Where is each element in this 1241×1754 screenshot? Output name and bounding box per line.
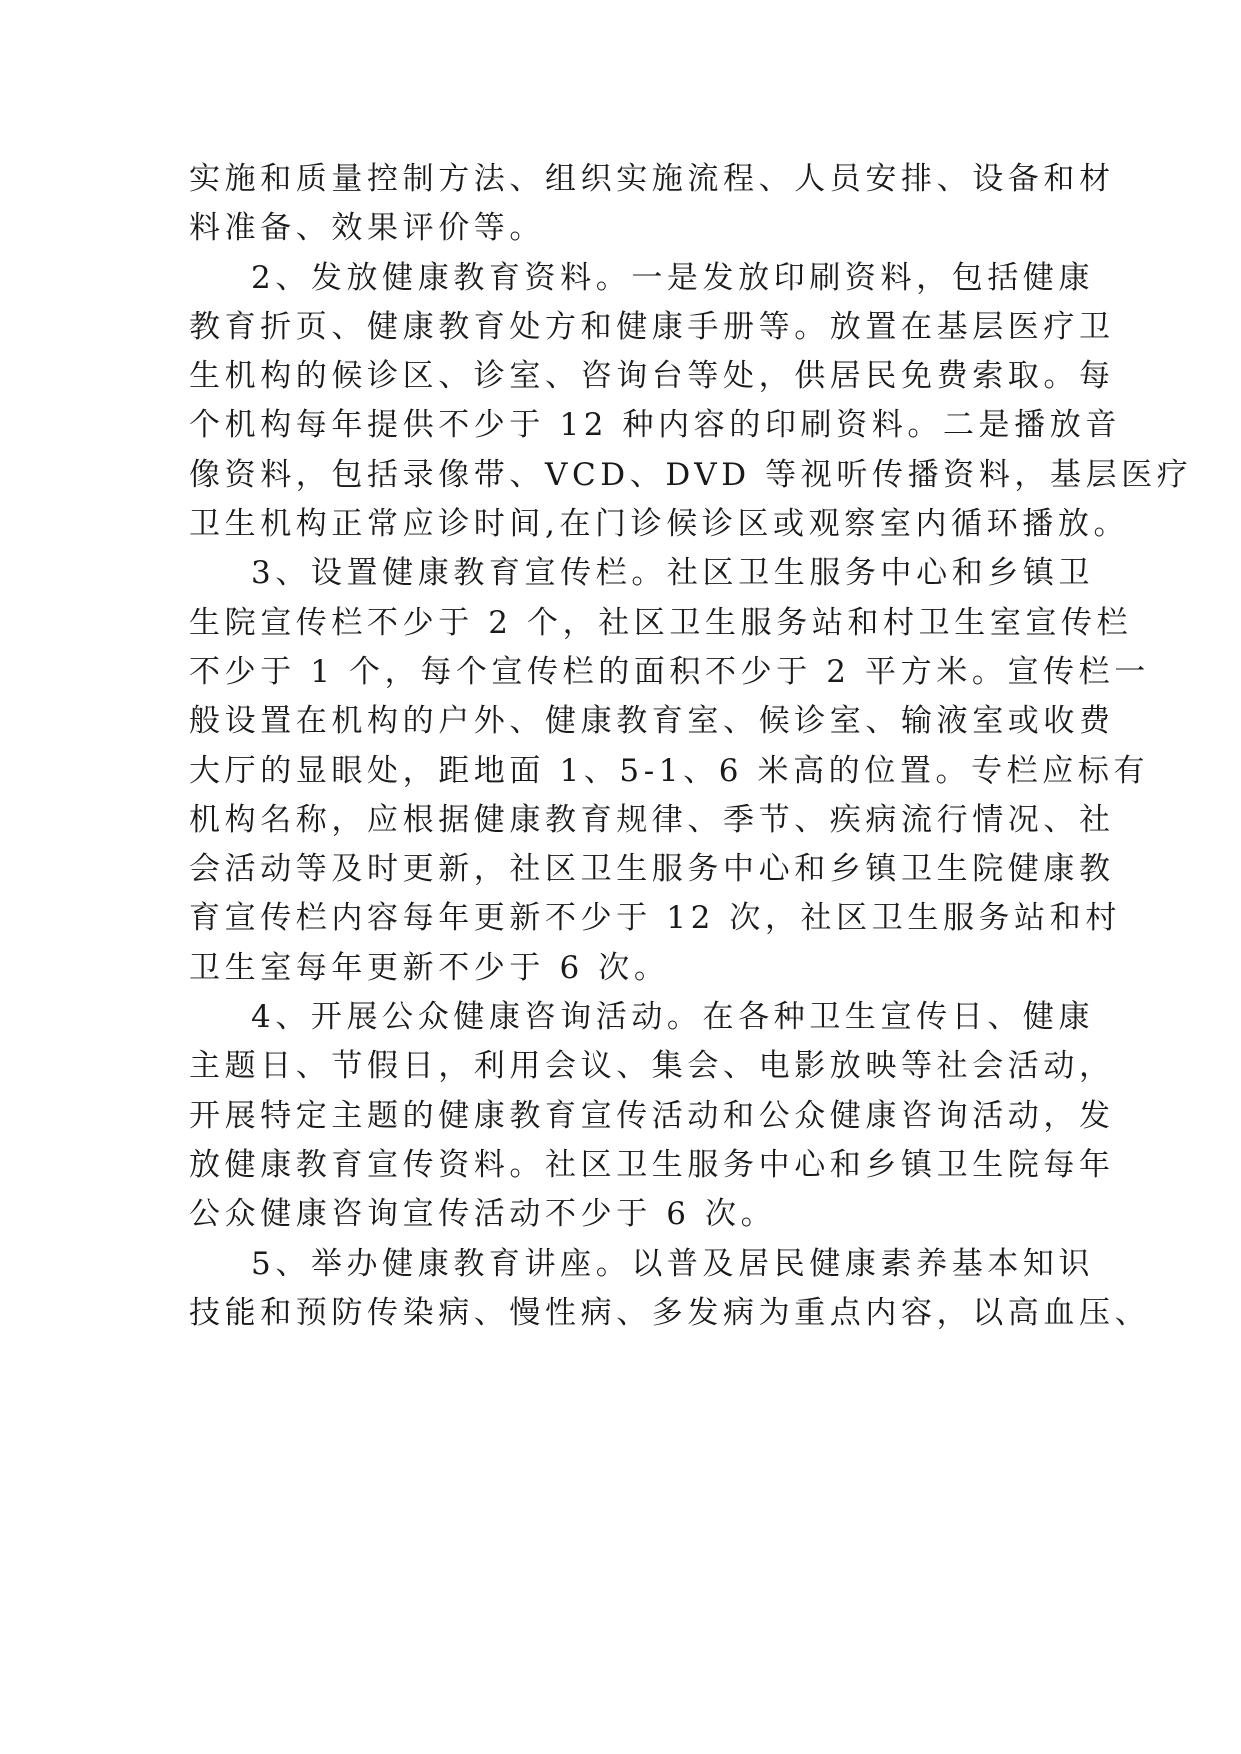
paragraph-continuation (189, 155, 1115, 254)
text-line: 主题日、节假日，利用会议、集会、电影放映等社会活动， (189, 1048, 1115, 1085)
text-line: 教育折页、健康教育处方和健康手册等。放置在基层医疗卫 (189, 308, 1115, 345)
text-line: 2、发放健康教育资料。一是发放印刷资料，包括健康 (251, 259, 1095, 296)
text-line: 5、举办健康教育讲座。以普及居民健康素养基本知识 (251, 1245, 1095, 1282)
text-line: 像资料，包括录像带、VCD、DVD 等视听传播资料，基层医疗 (189, 456, 1193, 493)
text-line: 个机构每年提供不少于 12 种内容的印刷资料。二是播放音 (189, 407, 1121, 444)
document-body (189, 155, 1193, 1338)
paragraph-item-5 (189, 1240, 1151, 1339)
text-line: 育宣传栏内容每年更新不少于 12 次，社区卫生服务站和村 (189, 900, 1121, 937)
text-line: 大厅的显眼处，距地面 1、5-1、6 米高的位置。专栏应标有 (189, 752, 1150, 789)
paragraph-item-2 (189, 254, 1193, 550)
text-line: 4、开展公众健康咨询活动。在各种卫生宣传日、健康 (251, 999, 1095, 1036)
text-line: 实施和质量控制方法、组织实施流程、人员安排、设备和材 (189, 161, 1115, 197)
text-line: 卫生机构正常应诊时间,在门诊候诊区或观察室内循环播放。 (189, 506, 1130, 543)
text-line: 开展特定主题的健康教育宣传活动和公众健康咨询活动，发 (189, 1097, 1115, 1134)
text-line: 卫生室每年更新不少于 6 次。 (189, 949, 670, 986)
text-line: 机构名称，应根据健康教育规律、季节、疾病流行情况、社 (189, 801, 1115, 838)
paragraph-item-3 (189, 549, 1150, 993)
text-line: 般设置在机构的户外、健康教育室、候诊室、输液室或收费 (189, 703, 1115, 740)
text-line: 技能和预防传染病、慢性病、多发病为重点内容，以高血压、 (189, 1294, 1151, 1331)
text-line: 生机构的候诊区、诊室、咨询台等处，供居民免费索取。每 (189, 358, 1115, 395)
text-line: 公众健康咨询宣传活动不少于 6 次。 (189, 1196, 777, 1233)
text-line: 放健康教育宣传资料。社区卫生服务中心和乡镇卫生院每年 (189, 1146, 1115, 1183)
paragraph-item-4 (189, 993, 1115, 1239)
text-line: 生院宣传栏不少于 2 个，社区卫生服务站和村卫生室宣传栏 (189, 604, 1133, 641)
text-line: 会活动等及时更新，社区卫生服务中心和乡镇卫生院健康教 (189, 851, 1115, 888)
text-line: 料准备、效果评价等。 (189, 210, 545, 247)
text-line: 3、设置健康教育宣传栏。社区卫生服务中心和乡镇卫 (251, 555, 1095, 592)
text-line: 不少于 1 个，每个宣传栏的面积不少于 2 平方米。宣传栏一 (189, 653, 1150, 690)
